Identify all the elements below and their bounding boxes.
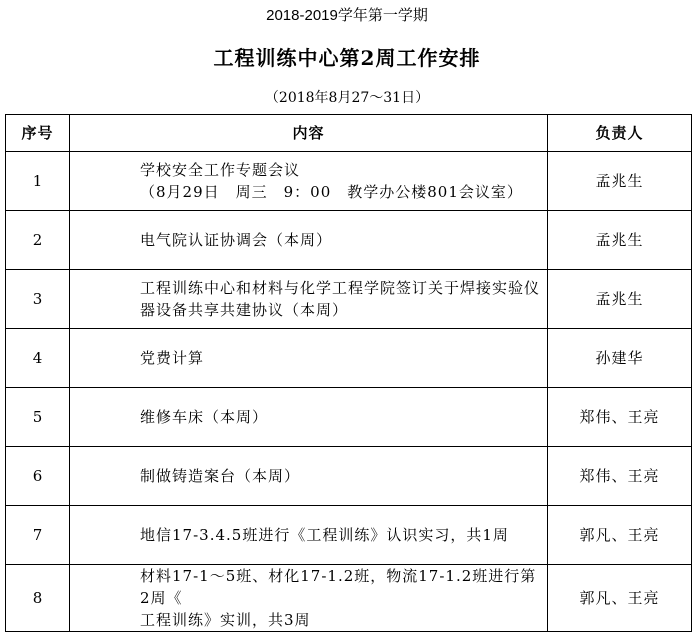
content-line: 地信17-3.4.5班进行《工程训练》认识实习，共1周 xyxy=(140,526,509,544)
table-row xyxy=(6,152,692,211)
content-line: 工程训练》实训，共3周 xyxy=(140,611,311,629)
content-line: 材料17-1～5班、材化17-1.2班，物流17-1.2班进行第2周《 xyxy=(140,567,537,607)
row-person: 孟兆生 xyxy=(548,270,692,329)
row-content xyxy=(70,447,548,506)
date-range: （2018年8月27～31日） xyxy=(264,90,430,106)
row-content xyxy=(70,152,548,211)
column-header-number: 序号 xyxy=(6,115,70,152)
content-line: 党费计算 xyxy=(140,349,205,367)
row-number: 2 xyxy=(6,211,70,270)
row-number: 4 xyxy=(6,329,70,388)
row-content xyxy=(70,506,548,565)
row-person: 郭凡、王亮 xyxy=(548,506,692,565)
row-number: 8 xyxy=(6,565,70,632)
semester-label: 2018-2019学年第一学期 xyxy=(266,7,428,24)
row-number: 5 xyxy=(6,388,70,447)
content-line: 器设备共享共建协议（本周） xyxy=(140,301,349,319)
row-person: 郑伟、王亮 xyxy=(548,447,692,506)
schedule-table xyxy=(5,114,692,632)
row-number: 6 xyxy=(6,447,70,506)
table-row xyxy=(6,447,692,506)
table-row xyxy=(6,388,692,447)
column-header-content: 内容 xyxy=(70,115,548,152)
content-line: 电气院认证协调会（本周） xyxy=(140,231,333,249)
content-line: 工程训练中心和材料与化学工程学院签订关于焊接实验仪 xyxy=(140,279,541,297)
table-row xyxy=(6,211,692,270)
row-content xyxy=(70,388,548,447)
row-content xyxy=(70,565,548,632)
row-number: 1 xyxy=(6,152,70,211)
content-line: 学校安全工作专题会议 xyxy=(140,161,301,179)
row-person: 郑伟、王亮 xyxy=(548,388,692,447)
row-content xyxy=(70,270,548,329)
content-line: 维修车床（本周） xyxy=(140,408,269,426)
row-number: 3 xyxy=(6,270,70,329)
row-person: 孟兆生 xyxy=(548,211,692,270)
table-row xyxy=(6,565,692,632)
row-person: 郭凡、王亮 xyxy=(548,565,692,632)
table-row xyxy=(6,329,692,388)
row-person: 孙建华 xyxy=(548,329,692,388)
row-content xyxy=(70,211,548,270)
page-title: 工程训练中心第2周工作安排 xyxy=(213,46,481,70)
table-row xyxy=(6,270,692,329)
content-line: 制做铸造案台（本周） xyxy=(140,467,301,485)
table-header-row xyxy=(6,115,692,152)
row-content xyxy=(70,329,548,388)
row-person: 孟兆生 xyxy=(548,152,692,211)
schedule-body xyxy=(6,152,692,632)
content-line: （8月29日 周三 9：00 教学办公楼801会议室） xyxy=(140,183,523,201)
column-header-person: 负责人 xyxy=(548,115,692,152)
table-row xyxy=(6,506,692,565)
row-number: 7 xyxy=(6,506,70,565)
